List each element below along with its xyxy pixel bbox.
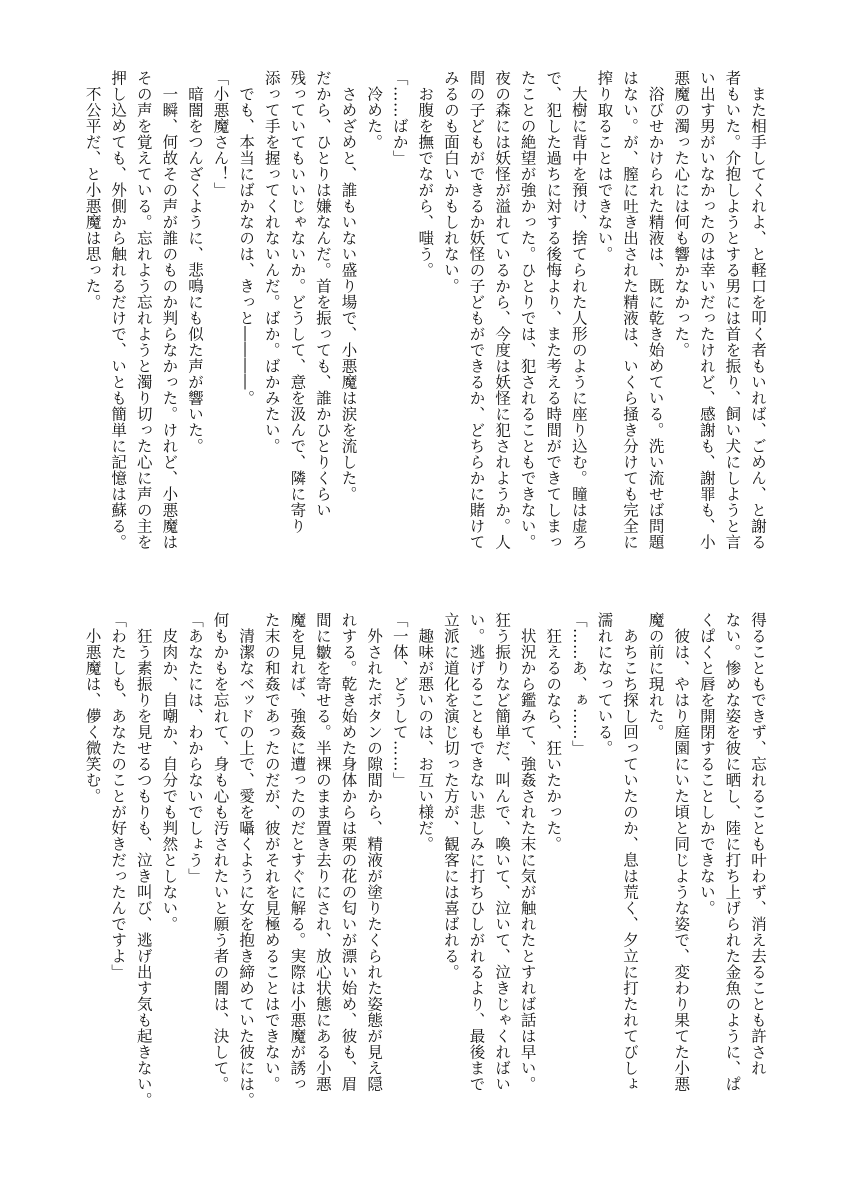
bottom-text-line: 清潔なベッドの上で、愛を囁くように女を抱き締めていた彼には。 xyxy=(237,612,256,1108)
text-block-bottom xyxy=(70,612,770,1142)
top-text-line: たことの絶望が強かった。ひとりでは、犯されることもできない。 xyxy=(518,70,537,550)
bottom-text-line: 彼は、やはり庭園にいた頃と同じような姿で、変わり果てた小悪 xyxy=(672,612,691,1092)
bottom-text-line: い。逃げることもできない悲しみに打ちひしがれるより、最後まで xyxy=(467,612,486,1092)
bottom-text-line: 状況から鑑みて、強姦された末に気が触れたとすれば話は早い。 xyxy=(518,612,537,1092)
bottom-text-line: 皮肉か、自嘲か、自分でも判然としない。 xyxy=(160,612,179,932)
bottom-text-line: 得ることもできず、忘れることも叶わず、消え去ることも許され xyxy=(749,612,767,1076)
top-text-line: 添って手を握ってくれないんだ。ばか。ばかみたい。 xyxy=(262,70,281,454)
top-text-line: 者もいた。介抱しようとする男には首を振り、飼い犬にしようと言 xyxy=(723,70,742,550)
top-text-line: 間の子どもができるか妖怪の子どもができるか、どちらかに賭けて xyxy=(467,70,486,550)
bottom-text-line: ない。惨めな姿を彼に晒し、陸に打ち上げられた金魚のように、ぱ xyxy=(723,612,742,1092)
bottom-text-line: 魔を見れば、強姦に遭ったのだとすぐに解る。実際は小悪魔が誘っ xyxy=(288,612,307,1092)
bottom-text-line: 狂えるのなら、狂いたかった。 xyxy=(544,612,563,852)
top-text-line: 搾り取ることはできない。 xyxy=(595,70,614,262)
top-text-line: さめざめと、誰もいない盛り場で、小悪魔は涙を流した。 xyxy=(339,70,358,502)
top-text-line: 押し込めても、外側から触れるだけで、いとも簡単に記憶は蘇る。 xyxy=(109,70,128,550)
top-text-line: その声を覚えている。忘れよう忘れようと濁り切った心に声の主を xyxy=(134,70,153,550)
bottom-text-line: れする。乾き始めた身体からは栗の花の匂いが漂い始め、彼も、眉 xyxy=(339,612,358,1092)
bottom-text-line: 「……あ、ぁ……」 xyxy=(569,612,588,756)
top-text-line: 「小悪魔さん！」 xyxy=(211,70,230,198)
top-text-line: 浴びせかけられた精液は、既に乾き始めている。洗い流せば問題 xyxy=(646,70,665,550)
top-text-line: 「……ばか」 xyxy=(390,70,409,166)
bottom-text-line: た末の和姦であったのだが、彼がそれを見極めることはできない。 xyxy=(262,612,281,1092)
top-text-line: 暗闇をつんざくように、悲鳴にも似た声が響いた。 xyxy=(185,70,204,454)
top-text-line: で、犯した過ちに対する後悔より、また考える時間ができてしまっ xyxy=(544,70,563,550)
top-text-line: お腹を撫でながら、嗤う。 xyxy=(416,70,435,278)
bottom-text-line: 魔の前に現れた。 xyxy=(646,612,665,740)
bottom-text-line: 狂う素振りを見せるつもりも、泣き叫び、逃げ出す気も起きない。 xyxy=(134,612,153,1108)
top-text-line: だから、ひとりは嫌なんだ。首を振っても、誰かひとりくらい xyxy=(313,70,332,518)
bottom-text-line: 小悪魔は、儚く微笑む。 xyxy=(83,612,102,804)
text-block-top xyxy=(70,70,770,590)
bottom-text-line: 濡れになっている。 xyxy=(595,612,614,756)
top-text-line: はない。が、膣に吐き出された精液は、いくら掻き分けても完全に xyxy=(621,70,640,550)
bottom-text-line: 立派に道化を演じ切った方が、観客には喜ばれる。 xyxy=(441,612,460,980)
top-text-line: 不公平だ、と小悪魔は思った。 xyxy=(83,70,102,310)
top-text-line: でも、本当にばかなのは、きっと――――。 xyxy=(237,70,256,406)
bottom-text-line: 「あなたには、わからないでしょう」 xyxy=(185,612,204,884)
bottom-text-line: 外されたボタンの隙間から、精液が塗りたくられた姿態が見え隠 xyxy=(365,612,384,1092)
bottom-text-line: 間に皺を寄せる。半裸のまま置き去りにされ、放心状態にある小悪 xyxy=(313,612,332,1092)
bottom-text-line: 「一体、どうして……」 xyxy=(390,612,409,788)
top-text-line: い出す男がいなかったのは幸いだったけれど、感謝も、謝罪も、小 xyxy=(697,70,716,550)
bottom-text-line: くぱくと唇を開閉することしかできない。 xyxy=(697,612,716,916)
top-text-line: 一瞬、何故その声が誰のものか判らなかった。けれど、小悪魔は xyxy=(160,70,179,550)
top-text-line: 悪魔の濁った心には何も響かなかった。 xyxy=(672,70,691,358)
top-text-line: 大樹に背中を預け、捨てられた人形のように座り込む。瞳は虚ろ xyxy=(569,70,588,550)
bottom-text-line: 狂う振りなど簡単だ、叫んで、喚いて、泣いて、泣きじゃくればい xyxy=(493,612,512,1092)
top-text-line: また相手してくれよ、と軽口を叩く者もいれば、ごめん、と謝る xyxy=(749,70,767,550)
top-text-line: 残っていてもいいじゃないか。どうして、意を汲んで、隣に寄り xyxy=(288,70,307,534)
bottom-text-line: あちこち探し回っていたのか、息は荒く、夕立に打たれてびしょ xyxy=(621,612,640,1092)
bottom-text-line: 趣味が悪いのは、お互い様だ。 xyxy=(416,612,435,852)
top-text-line: 夜の森には妖怪が溢れているから、今度は妖怪に犯されようか。人 xyxy=(493,70,512,550)
top-text-line: 冷めた。 xyxy=(365,70,384,150)
bottom-text-line: 「わたしも、あなたのことが好きだったんですよ」 xyxy=(109,612,128,980)
bottom-text-line: 何もかもを忘れて、身も心も汚されたいと願う者の闇は、決して。 xyxy=(211,612,230,1092)
top-text-line: みるのも面白いかもしれない。 xyxy=(441,70,460,294)
